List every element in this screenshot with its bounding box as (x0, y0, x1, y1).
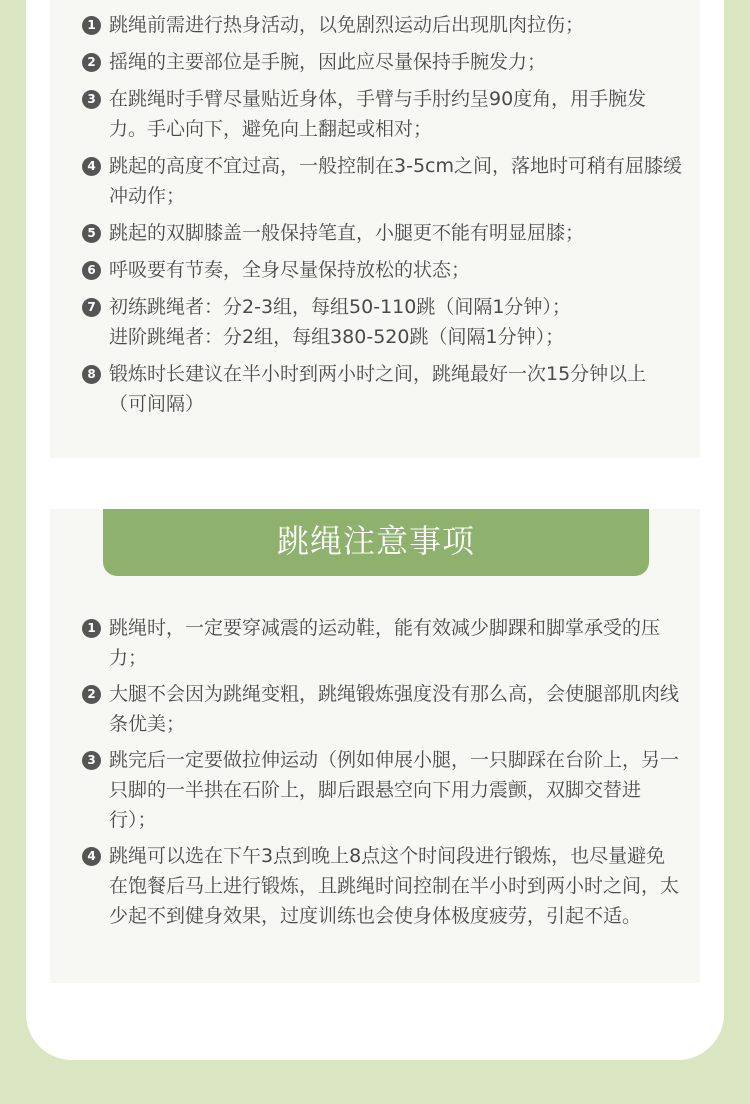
list-item (82, 47, 682, 77)
list-item-text: 锻炼时长建议在半小时到两小时之间，跳绳最好一次15分钟以上（可间隔） (109, 363, 647, 415)
notes-list (82, 613, 682, 937)
number-badge-icon: 8 (82, 365, 101, 384)
list-item-text: 跳绳前需进行热身活动，以免剧烈运动后出现肌肉拉伤； (109, 14, 585, 36)
list-item-text: 在跳绳时手臂尽量贴近身体，手臂与手肘约呈90度角，用手腕发力。手心向下，避免向上翻起或相对； (109, 88, 647, 140)
list-item-text: 摇绳的主要部位是手腕，因此应尽量保持手腕发力； (109, 51, 547, 73)
list-item (82, 10, 682, 40)
list-item-text: 跳绳时，一定要穿减震的运动鞋，能有效减少脚踝和脚掌承受的压力； (109, 617, 661, 669)
list-item (82, 84, 682, 144)
number-badge-icon: 3 (82, 751, 101, 770)
list-item (82, 613, 682, 673)
list-item (82, 218, 682, 248)
list-item-text: 跳起的双脚膝盖一般保持笔直，小腿更不能有明显屈膝； (109, 222, 585, 244)
number-badge-icon: 7 (82, 298, 101, 317)
section-title-banner: 跳绳注意事项 (103, 509, 649, 576)
number-badge-icon: 5 (82, 224, 101, 243)
tips-list (82, 10, 682, 426)
number-badge-icon: 2 (82, 685, 101, 704)
number-badge-icon: 1 (82, 619, 101, 638)
list-item (82, 841, 682, 931)
list-item-text: 呼吸要有节奏，全身尽量保持放松的状态； (109, 259, 471, 281)
list-item-text: 初练跳绳者：分2-3组，每组50-110跳（间隔1分钟）； 进阶跳绳者：分2组，每组380-520跳（间隔1分钟）； (109, 296, 571, 348)
list-item-text: 大腿不会因为跳绳变粗，跳绳锻炼强度没有那么高，会使腿部肌肉线条优美； (109, 683, 680, 735)
number-badge-icon: 1 (82, 16, 101, 35)
list-item (82, 292, 682, 352)
list-item-text: 跳绳可以选在下午3点到晚上8点这个时间段进行锻炼，也尽量避免在饱餐后马上进行锻炼，且跳绳时间控制在半小时到两小时之间，太少起不到健身效果，过度训练也会使身体极度疲劳，引起不适。 (109, 845, 680, 927)
number-badge-icon: 4 (82, 157, 101, 176)
list-item (82, 255, 682, 285)
list-item (82, 679, 682, 739)
number-badge-icon: 6 (82, 261, 101, 280)
list-item (82, 151, 682, 211)
list-item (82, 745, 682, 835)
list-item (82, 359, 682, 419)
number-badge-icon: 2 (82, 53, 101, 72)
number-badge-icon: 3 (82, 90, 101, 109)
list-item-text: 跳完后一定要做拉伸运动（例如伸展小腿，一只脚踩在台阶上，另一只脚的一半拱在石阶上，脚后跟悬空向下用力震颤，双脚交替进行）； (109, 749, 680, 831)
number-badge-icon: 4 (82, 847, 101, 866)
list-item-text: 跳起的高度不宜过高，一般控制在3-5cm之间，落地时可稍有屈膝缓冲动作； (109, 155, 682, 207)
